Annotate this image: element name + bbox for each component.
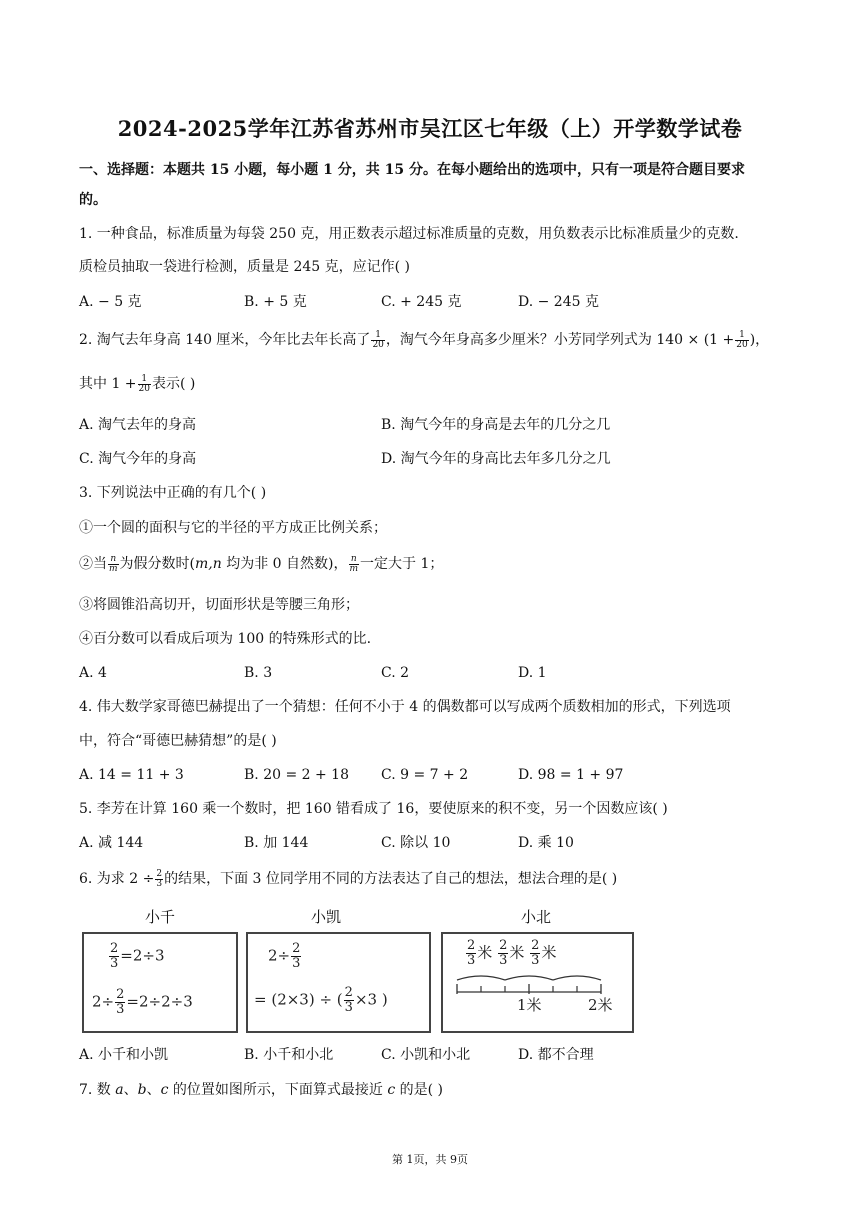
box1-row1 [108, 942, 165, 971]
q2-stem-cont [79, 374, 195, 394]
frac-denominator: 3 [110, 956, 119, 971]
section-heading: 一、选择题：本题共 15 小题，每小题 1 分，共 15 分。在每小题给出的选项中，只有一项是符合题目要求 [79, 162, 745, 178]
q1-stem-cont: 质检员抽取一袋进行检测，质量是 245 克，应记作( ) [79, 259, 410, 275]
q7-stem [79, 1080, 443, 1100]
q1-option-c: C. + 245 克 [381, 294, 462, 310]
q6-stem [79, 869, 617, 889]
q7-text-3: 的是( ) [395, 1082, 444, 1098]
q3-item2-text-2: 为假分数时( [119, 556, 196, 572]
box1-row1-text: =2÷3 [120, 946, 165, 965]
frac-numerator: n [349, 555, 360, 565]
frac-numerator: 2 [116, 987, 125, 1002]
q7-sep-1: 、 [123, 1082, 138, 1098]
q5-option-b: B. 加 144 [244, 835, 309, 851]
box3-label-1m: 1米 [517, 996, 542, 1014]
q3-item-1: ①一个圆的面积与它的半径的平方成正比例关系； [79, 520, 387, 536]
q5-option-d: D. 乘 10 [518, 835, 574, 851]
q6-fraction [155, 870, 163, 889]
frac-denominator: 20 [736, 339, 748, 350]
box3-frac-3 [530, 939, 540, 968]
frac-denominator: 3 [116, 1002, 125, 1017]
fig-label-xiaokai: 小凯 [310, 908, 341, 926]
box1-row2-text-1: 2÷ [92, 992, 115, 1011]
frac-numerator: 1 [371, 331, 384, 341]
box3-unit-2: 米 [509, 943, 525, 962]
box3-label-2m: 2米 [588, 996, 613, 1014]
q7-text-2: 的位置如图所示，下面算式最接近 [168, 1082, 388, 1098]
box2-row2-text-2: ×3 ) [354, 990, 388, 1009]
q3-fraction-2 [349, 555, 360, 574]
section-heading-cont: 的。 [79, 192, 107, 208]
page-title: 2024-2025学年江苏省苏州市吴江区七年级（上）开学数学试卷 [117, 116, 743, 141]
frac-numerator: 2 [110, 941, 119, 956]
box3-unit-1: 米 [477, 943, 493, 962]
fig-box-xiaobei [441, 932, 634, 1033]
q3-item2-text-3: 均为非 0 自然数)， [221, 556, 348, 572]
box3-frac-2 [498, 939, 508, 968]
q5-stem: 5. 李芳在计算 160 乘一个数时，把 160 错看成了 16，要使原来的积不变，另一个因数应该( ) [79, 801, 668, 817]
frac-denominator: 3 [467, 953, 476, 968]
q2-text-1: 2. 淘气去年身高 140 厘米，今年比去年长高了 [79, 332, 371, 348]
frac-denominator: 3 [156, 878, 163, 889]
q2-text-3: )， [749, 332, 770, 348]
q3-option-c: C. 2 [381, 665, 410, 681]
q5-option-a: A. 减 144 [79, 835, 144, 851]
q4-option-a: A. 14 = 11 + 3 [79, 767, 184, 783]
box3-row1 [465, 939, 556, 968]
q4-stem: 4. 伟大数学家哥德巴赫提出了一个猜想：任何不小于 4 的偶数都可以写成两个质数相加的形式，下列选项 [79, 699, 731, 715]
q3-option-a: A. 4 [79, 665, 107, 681]
q6-option-a: A. 小千和小凯 [79, 1047, 169, 1063]
frac-numerator: 2 [531, 938, 540, 953]
q3-fraction [108, 555, 119, 574]
frac-denominator: 3 [292, 956, 301, 971]
q2-text-5: 表示( ) [152, 376, 196, 392]
box1-row2-text-2: =2÷2÷3 [126, 992, 193, 1011]
q7-var-c: c [160, 1082, 169, 1098]
fig-box-xiaokai [246, 932, 431, 1033]
box3-frac-1 [466, 939, 476, 968]
q2-fraction-3 [138, 375, 151, 394]
q2-option-b: B. 淘气今年的身高是去年的几分之几 [381, 417, 611, 433]
page-footer: 第 1页，共 9页 [392, 1153, 468, 1166]
q2-option-d: D. 淘气今年的身高比去年多几分之几 [381, 451, 611, 467]
q2-text-2: ，淘气今年身高多少厘米？小芳同学列式为 140 × (1 + [385, 332, 735, 348]
q3-item2-text-4: 一定大于 1； [360, 556, 444, 572]
box1-frac-2 [115, 988, 125, 1017]
frac-denominator: 3 [344, 1000, 353, 1015]
q4-option-d: D. 98 = 1 + 97 [518, 767, 624, 783]
q1-stem: 1. 一种食品，标准质量为每袋 250 克，用正数表示超过标准质量的克数，用负数表示比标准质量少的克数. [79, 226, 739, 242]
box2-row2 [254, 986, 388, 1015]
frac-denominator: 20 [138, 383, 150, 394]
box1-row2 [92, 988, 193, 1017]
frac-numerator: 2 [292, 941, 301, 956]
frac-denominator: 20 [372, 339, 384, 350]
q4-option-b: B. 20 = 2 + 18 [244, 767, 349, 783]
q7-var-a: a [115, 1082, 124, 1098]
q3-item2-vars: m,n [195, 556, 222, 572]
q6-text-1: 6. 为求 2 ÷ [79, 871, 155, 887]
fig-box-xiaoqian [82, 932, 238, 1033]
box2-frac-2 [344, 986, 354, 1015]
q2-fraction-2 [735, 331, 748, 350]
q1-option-d: D. − 245 克 [518, 294, 599, 310]
fig-label-xiaoqian: 小千 [144, 908, 175, 926]
frac-numerator: 2 [344, 985, 353, 1000]
frac-numerator: 1 [138, 375, 151, 385]
frac-denominator: 3 [531, 953, 540, 968]
q2-stem [79, 330, 769, 350]
q1-option-b: B. + 5 克 [244, 294, 307, 310]
q1-option-a: A. − 5 克 [79, 294, 142, 310]
q6-option-c: C. 小凯和小北 [381, 1047, 471, 1063]
q4-option-c: C. 9 = 7 + 2 [381, 767, 469, 783]
box2-row2-text-1: = (2×3) ÷ ( [254, 990, 343, 1009]
q4-stem-cont: 中，符合“哥德巴赫猜想”的是( ) [79, 733, 277, 749]
frac-numerator: n [108, 555, 119, 565]
box2-row1 [268, 942, 302, 971]
q5-option-c: C. 除以 10 [381, 835, 451, 851]
box3-unit-3: 米 [541, 943, 557, 962]
box2-frac [291, 942, 301, 971]
box2-row1-text: 2÷ [268, 946, 291, 965]
q3-stem: 3. 下列说法中正确的有几个( ) [79, 485, 267, 501]
frac-denominator: 3 [499, 953, 508, 968]
frac-numerator: 2 [156, 868, 163, 879]
frac-numerator: 1 [735, 331, 748, 341]
q2-option-c: C. 淘气今年的身高 [79, 451, 197, 467]
fig-label-xiaobei: 小北 [520, 908, 551, 926]
q6-text-2: 的结果，下面 3 位同学用不同的方法表达了自己的想法，想法合理的是( ) [164, 871, 618, 887]
frac-denominator: m [349, 563, 359, 574]
q6-option-b: B. 小千和小北 [244, 1047, 334, 1063]
q7-sep-2: 、 [146, 1082, 161, 1098]
frac-numerator: 2 [467, 938, 476, 953]
q3-item2-text-1: ②当 [79, 556, 107, 572]
q3-item-3: ③将圆锥沿高切开，切面形状是等腰三角形； [79, 597, 359, 613]
q2-option-a: A. 淘气去年的身高 [79, 417, 197, 433]
q3-option-d: D. 1 [518, 665, 547, 681]
q7-text-1: 7. 数 [79, 1082, 116, 1098]
q3-item-4: ④百分数可以看成后项为 100 的特殊形式的比. [79, 631, 372, 647]
box1-frac [109, 942, 119, 971]
q2-fraction [371, 331, 384, 350]
frac-denominator: m [109, 563, 118, 574]
q7-var-c-2: c [387, 1082, 396, 1098]
q2-text-4: 其中 1 + [79, 376, 137, 392]
q6-option-d: D. 都不合理 [518, 1047, 594, 1063]
q3-item-2 [79, 554, 443, 574]
frac-numerator: 2 [499, 938, 508, 953]
q7-var-b: b [137, 1082, 147, 1098]
q3-option-b: B. 3 [244, 665, 273, 681]
